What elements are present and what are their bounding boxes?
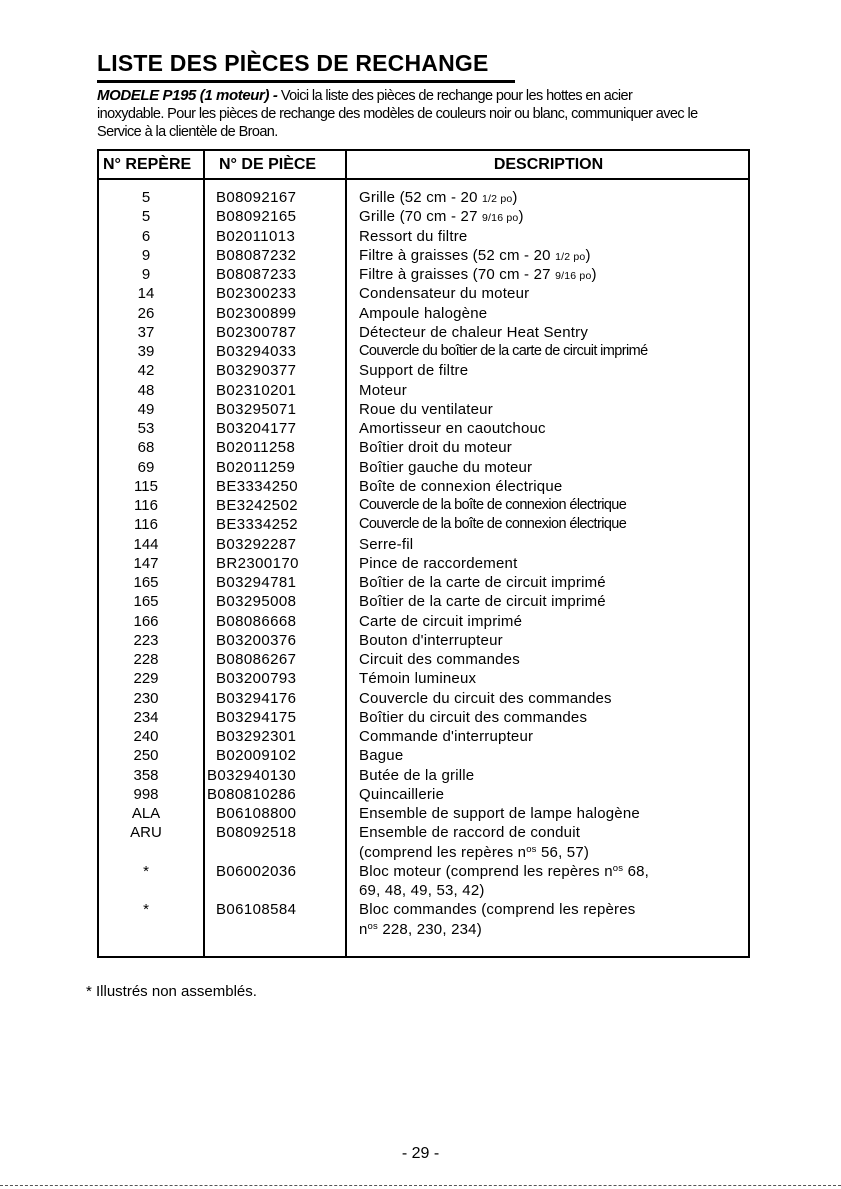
part-number: B03294176 bbox=[216, 689, 297, 707]
description-text: Boîtier gauche du moteur bbox=[359, 458, 533, 476]
part-description bbox=[359, 342, 749, 361]
ref-number: 229 bbox=[133, 670, 159, 688]
description-end: ) bbox=[585, 246, 591, 264]
ref-number: 147 bbox=[133, 554, 159, 572]
table-row bbox=[99, 246, 748, 265]
part-number: BR2300170 bbox=[216, 554, 299, 572]
part-description bbox=[359, 265, 749, 286]
ref-number: 223 bbox=[133, 631, 159, 649]
description-text-line-2: n bbox=[359, 920, 368, 938]
part-number: B02300899 bbox=[216, 304, 297, 322]
ref-number: * bbox=[143, 862, 149, 880]
ref-number: 49 bbox=[137, 400, 155, 418]
ref-number: 240 bbox=[133, 728, 159, 745]
table-row bbox=[99, 535, 748, 554]
part-number: B02300233 bbox=[216, 285, 297, 303]
description-text: Grille (52 cm - 20 bbox=[359, 189, 478, 206]
table-row bbox=[99, 381, 748, 400]
part-number: B03290377 bbox=[216, 362, 297, 380]
ref-number: 358 bbox=[133, 766, 159, 784]
part-description bbox=[359, 650, 749, 669]
part-number: B06002036 bbox=[216, 862, 297, 880]
description-text: Ensemble de raccord de conduit bbox=[359, 824, 581, 842]
table-row bbox=[99, 669, 748, 688]
description-text: Boîtier du circuit des commandes bbox=[359, 708, 588, 726]
part-number: B06108584 bbox=[216, 901, 297, 919]
table-row bbox=[99, 227, 748, 246]
table-row bbox=[99, 438, 748, 457]
description-end: ) bbox=[591, 266, 597, 283]
header-divider bbox=[99, 178, 748, 180]
table-row bbox=[99, 727, 748, 746]
part-number: B02009102 bbox=[216, 747, 297, 765]
description-text: Bouton d'interrupteur bbox=[359, 631, 503, 649]
description-text: Condensateur du moteur bbox=[359, 285, 530, 303]
description-text: Bague bbox=[359, 747, 404, 765]
table-row bbox=[99, 400, 748, 419]
ref-number: * bbox=[143, 901, 149, 919]
table-row bbox=[99, 419, 748, 438]
part-number: B02011259 bbox=[216, 458, 296, 476]
part-description bbox=[359, 631, 749, 650]
superscript: os bbox=[612, 862, 624, 874]
part-description bbox=[359, 304, 749, 323]
part-number: B032940130 bbox=[207, 766, 297, 784]
ref-number: 39 bbox=[137, 343, 155, 360]
table-row bbox=[99, 496, 748, 515]
description-text: Boîtier de la carte de circuit imprimé bbox=[359, 593, 606, 611]
part-number: B02310201 bbox=[216, 381, 297, 399]
part-number: B03294175 bbox=[216, 708, 297, 726]
part-description bbox=[359, 227, 749, 246]
description-text: Filtre à graisses (52 cm - 20 bbox=[359, 246, 551, 264]
table-row bbox=[99, 900, 748, 939]
description-text: Moteur bbox=[359, 381, 407, 399]
description-text: Ressort du filtre bbox=[359, 227, 468, 245]
ref-number: 230 bbox=[133, 689, 159, 707]
part-number: B03294033 bbox=[216, 343, 297, 360]
part-number: B080810286 bbox=[207, 785, 297, 803]
part-number: B03292301 bbox=[216, 728, 297, 745]
table-row bbox=[99, 746, 748, 765]
part-number: B06108800 bbox=[216, 805, 297, 822]
part-description bbox=[359, 515, 749, 534]
description-text: Boîtier droit du moteur bbox=[359, 439, 513, 457]
table-row bbox=[99, 304, 748, 323]
part-number: B02300787 bbox=[216, 323, 297, 341]
description-text: Boîte de connexion électrique bbox=[359, 477, 563, 495]
description-end: ) bbox=[512, 189, 518, 206]
ref-number: ALA bbox=[131, 805, 161, 822]
part-description bbox=[359, 284, 749, 303]
part-number: B03200376 bbox=[216, 631, 297, 649]
part-description bbox=[359, 900, 749, 939]
description-text: Bloc commandes (comprend les repères bbox=[359, 901, 636, 919]
model-lead: MODELE P195 (1 moteur) - bbox=[97, 87, 278, 104]
description-text: Ensemble de support de lampe halogène bbox=[359, 805, 640, 822]
part-description bbox=[359, 823, 749, 862]
part-description bbox=[359, 477, 749, 496]
parts-table bbox=[97, 149, 750, 958]
ref-number: 68 bbox=[137, 439, 155, 457]
part-description bbox=[359, 496, 749, 515]
page-number: - 29 - bbox=[401, 1145, 440, 1162]
description-text: Serre-fil bbox=[359, 535, 414, 553]
description-text: Pince de raccordement bbox=[359, 554, 518, 572]
ref-number: 5 bbox=[141, 189, 151, 206]
part-number: B02011258 bbox=[216, 439, 296, 457]
ref-number: 116 bbox=[134, 516, 158, 534]
description-end: 228, 230, 234) bbox=[377, 920, 482, 938]
description-text: Bloc moteur (comprend les repères n bbox=[359, 862, 613, 880]
table-row bbox=[99, 766, 748, 785]
part-number: B08086668 bbox=[216, 612, 297, 630]
ref-number: 26 bbox=[137, 304, 155, 322]
description-text: Filtre à graisses (70 cm - 27 bbox=[359, 266, 551, 283]
part-number: B03292287 bbox=[216, 535, 297, 553]
table-row bbox=[99, 515, 748, 534]
part-number: B08092518 bbox=[216, 824, 297, 842]
part-description bbox=[359, 419, 749, 438]
table-row bbox=[99, 361, 748, 380]
page-title: LISTE DES PIÈCES DE RECHANGE bbox=[97, 50, 489, 76]
ref-number: 6 bbox=[141, 227, 151, 245]
ref-number: 250 bbox=[133, 747, 159, 765]
ref-number: 69 bbox=[137, 458, 155, 476]
ref-number: 9 bbox=[141, 266, 151, 283]
intro-paragraph bbox=[97, 87, 757, 141]
part-number: B03295071 bbox=[216, 400, 297, 418]
description-text: Couvercle de la boîte de connexion électrique bbox=[359, 516, 627, 533]
part-description bbox=[359, 207, 749, 228]
part-number: B03294781 bbox=[216, 574, 297, 591]
description-text: Carte de circuit imprimé bbox=[359, 612, 523, 630]
description-text: Support de filtre bbox=[359, 362, 469, 380]
part-number: B03200793 bbox=[216, 670, 297, 688]
description-text: Amortisseur en caoutchouc bbox=[359, 420, 546, 437]
table-row bbox=[99, 265, 748, 284]
description-text: Ampoule halogène bbox=[359, 304, 488, 322]
description-text: Butée de la grille bbox=[359, 766, 475, 784]
part-description bbox=[359, 785, 749, 804]
intro-line-3: Service à la clientèle de Broan. bbox=[97, 124, 278, 140]
part-description bbox=[359, 746, 749, 765]
ref-number: 5 bbox=[141, 208, 151, 226]
part-description bbox=[359, 400, 749, 419]
part-description bbox=[359, 361, 749, 380]
description-text: Couvercle du boîtier de la carte de circuit imprimé bbox=[359, 343, 648, 359]
part-description bbox=[359, 573, 749, 592]
description-text: Commande d'interrupteur bbox=[359, 728, 534, 745]
part-number: B08092165 bbox=[216, 208, 297, 226]
table-row bbox=[99, 631, 748, 650]
part-number: B02011013 bbox=[216, 227, 296, 245]
title-underline bbox=[97, 80, 515, 83]
part-description bbox=[359, 708, 749, 727]
header-description: DESCRIPTION bbox=[493, 156, 604, 173]
ref-number: 165 bbox=[133, 574, 159, 591]
intro-line-2: inoxydable. Pour les pièces de rechange des modèles de couleurs noir ou blanc, communiquer avec le bbox=[97, 106, 698, 122]
part-description bbox=[359, 535, 749, 554]
table-row bbox=[99, 342, 748, 361]
intro-line-1: Voici la liste des pièces de rechange pour les hottes en acier bbox=[277, 88, 633, 104]
dimension-fraction: 9/16 po bbox=[555, 270, 592, 282]
table-row bbox=[99, 592, 748, 611]
part-number: B08087233 bbox=[216, 266, 297, 283]
table-row bbox=[99, 708, 748, 727]
table-row bbox=[99, 804, 748, 823]
part-description bbox=[359, 766, 749, 785]
part-number: B08086267 bbox=[216, 651, 297, 668]
footnote: * Illustrés non assemblés. bbox=[86, 983, 257, 1000]
part-number: BE3334252 bbox=[216, 516, 299, 534]
ref-number: 116 bbox=[134, 497, 158, 514]
ref-number: 37 bbox=[137, 323, 155, 341]
description-end: ) bbox=[518, 208, 524, 226]
part-description bbox=[359, 612, 749, 631]
part-number: BE3242502 bbox=[216, 497, 299, 514]
description-text: Témoin lumineux bbox=[359, 670, 477, 688]
part-description bbox=[359, 689, 749, 708]
ref-number: 234 bbox=[133, 708, 159, 726]
ref-number: ARU bbox=[130, 824, 162, 842]
ref-number: 144 bbox=[133, 535, 159, 553]
ref-number: 165 bbox=[133, 593, 159, 611]
part-description bbox=[359, 188, 749, 209]
ref-number: 48 bbox=[137, 381, 155, 399]
table-row bbox=[99, 477, 748, 496]
part-description bbox=[359, 669, 749, 688]
part-description bbox=[359, 804, 749, 823]
description-text: Circuit des commandes bbox=[359, 651, 520, 668]
table-row bbox=[99, 689, 748, 708]
table-row bbox=[99, 554, 748, 573]
part-description bbox=[359, 438, 749, 457]
header-part: N° DE PIÈCE bbox=[219, 156, 317, 173]
part-description bbox=[359, 458, 749, 477]
part-description bbox=[359, 381, 749, 400]
description-end: 56, 57) bbox=[536, 843, 590, 861]
parts-rows bbox=[99, 188, 748, 939]
ref-number: 166 bbox=[133, 612, 159, 630]
part-description bbox=[359, 727, 749, 746]
part-number: B08092167 bbox=[216, 189, 297, 206]
description-text: Couvercle de la boîte de connexion électrique bbox=[359, 497, 627, 513]
part-description bbox=[359, 554, 749, 573]
superscript: os bbox=[526, 843, 537, 855]
ref-number: 998 bbox=[133, 785, 159, 803]
part-description bbox=[359, 862, 749, 901]
table-row bbox=[99, 650, 748, 669]
part-number: B08087232 bbox=[216, 246, 297, 264]
dimension-fraction: 9/16 po bbox=[482, 212, 519, 225]
table-row bbox=[99, 458, 748, 477]
description-text: Couvercle du circuit des commandes bbox=[359, 689, 612, 707]
part-description bbox=[359, 246, 749, 267]
superscript: os bbox=[367, 920, 378, 932]
ref-number: 53 bbox=[137, 420, 155, 437]
description-end: 68, bbox=[623, 862, 650, 880]
table-row bbox=[99, 785, 748, 804]
description-text: Quincaillerie bbox=[359, 785, 445, 803]
scan-edge-line bbox=[0, 1185, 841, 1186]
part-description bbox=[359, 592, 749, 611]
dimension-fraction: 1/2 po bbox=[555, 250, 586, 263]
header-ref: N° REPÈRE bbox=[103, 156, 192, 173]
ref-number: 228 bbox=[133, 651, 159, 668]
description-text: Détecteur de chaleur Heat Sentry bbox=[359, 323, 589, 341]
dimension-fraction: 1/2 po bbox=[482, 193, 513, 205]
table-row bbox=[99, 823, 748, 862]
part-number: BE3334250 bbox=[216, 477, 299, 495]
table-row bbox=[99, 207, 748, 226]
table-row bbox=[99, 284, 748, 303]
ref-number: 42 bbox=[137, 362, 155, 380]
part-description bbox=[359, 323, 749, 342]
table-row bbox=[99, 862, 748, 901]
description-text: Roue du ventilateur bbox=[359, 400, 493, 418]
ref-number: 9 bbox=[141, 246, 151, 264]
description-text: Boîtier de la carte de circuit imprimé bbox=[359, 574, 606, 591]
ref-number: 14 bbox=[137, 285, 155, 303]
table-row bbox=[99, 323, 748, 342]
table-row bbox=[99, 188, 748, 207]
description-text-line-2: 69, 48, 49, 53, 42) bbox=[359, 882, 485, 899]
ref-number: 115 bbox=[134, 477, 158, 495]
table-row bbox=[99, 612, 748, 631]
description-text-line-2: (comprend les repères n bbox=[359, 843, 527, 861]
description-text: Grille (70 cm - 27 bbox=[359, 208, 478, 226]
part-number: B03204177 bbox=[216, 420, 297, 437]
part-number: B03295008 bbox=[216, 593, 297, 611]
table-row bbox=[99, 573, 748, 592]
